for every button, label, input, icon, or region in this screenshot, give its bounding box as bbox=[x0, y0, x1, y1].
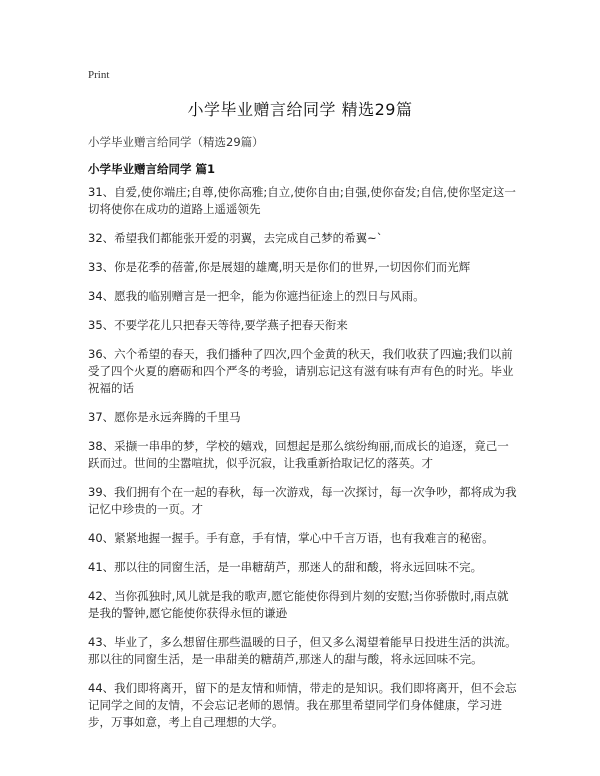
list-item: 41、那以往的同窗生活，是一串糖葫芦，那迷人的甜和酸，将永远回味不完。 bbox=[88, 560, 483, 574]
section-heading: 小学毕业赠言给同学 篇1 bbox=[88, 162, 216, 176]
list-item: 44、我们即将离开，留下的是友情和师情，带走的是知识。我们即将离开，但不会忘记同学之间的友情，不会忘记老师的恩情。我在那里希望同学们身体健康，学习进步，万事如意，考上自己理想的大学。 bbox=[88, 681, 517, 729]
list-item: 35、不要学花儿只把春天等待,要学燕子把春天衔来 bbox=[88, 318, 348, 332]
list-item: 43、毕业了，多么想留住那些温暖的日子，但又多么渴望着能早日投进生活的洪流。那以往的同窗生活，是一串甜美的糖葫芦,那迷人的甜与酸，将永远回味不完。 bbox=[88, 635, 517, 666]
list-item: 31、自爱,使你端庄;自尊,使你高雅;自立,使你自由;自强,使你奋发;自信,使你坚定这一切将使你在成功的道路上遥遥领先 bbox=[88, 185, 516, 216]
list-item: 38、采撷一串串的梦，学校的嬉戏，回想起是那么缤纷绚丽,而成长的追逐，竟己一跃而过。世间的尘嚣喧扰，似乎沉寂，让我重新拾取记忆的落英。才 bbox=[88, 439, 509, 470]
list-item: 36、六个希望的春天，我们播种了四次,四个金黄的秋天，我们收获了四遍;我们以前受了四个火夏的磨砺和四个严冬的考验，请别忘记这有滋有味有声有色的时光。毕业祝福的话 bbox=[88, 347, 514, 395]
page-subtitle: 小学毕业赠言给同学（精选29篇） bbox=[88, 135, 264, 149]
list-item: 34、愿我的临别赠言是一把伞，能为你遮挡征途上的烈日与风雨。 bbox=[88, 289, 425, 303]
list-item: 39、我们拥有个在一起的春秋，每一次游戏，每一次探讨，每一次争吵，都将成为我记忆中珍贵的一页。才 bbox=[88, 485, 517, 516]
page-title: 小学毕业赠言给同学 精选29篇 bbox=[187, 100, 413, 119]
list-item: 37、愿你是永远奔腾的千里马 bbox=[88, 410, 241, 424]
list-item: 32、希望我们都能张开爱的羽翼，去完成自己梦的希翼~` bbox=[88, 231, 383, 245]
list-item: 42、当你孤独时,风儿就是我的歌声,愿它能使你得到片刻的安慰;当你骄傲时,雨点就是我的警钟,愿它能使你获得永恒的谦逊 bbox=[88, 589, 509, 620]
quote-list bbox=[88, 184, 518, 743]
list-item: 40、紧紧地握一握手。手有意，手有情，掌心中千言万语，也有我难言的秘密。 bbox=[88, 531, 494, 545]
print-label[interactable]: Print bbox=[88, 69, 110, 81]
list-item: 33、你是花季的蓓蕾,你是展翅的雄鹰,明天是你们的世界,一切因你们而光辉 bbox=[88, 260, 471, 274]
